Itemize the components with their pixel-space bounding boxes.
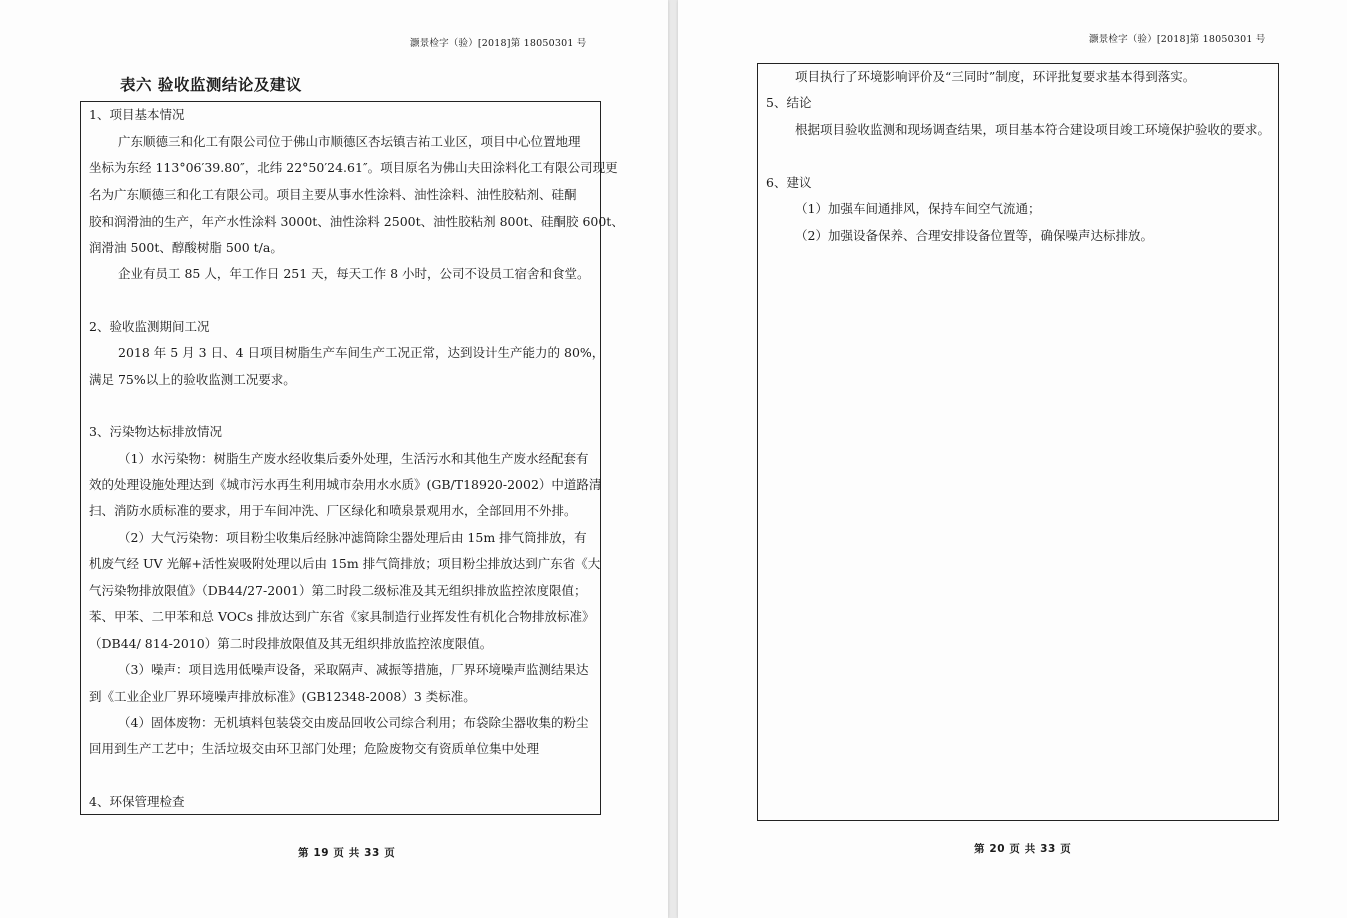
page-number: 第 20 页 共 33 页 xyxy=(974,843,1072,855)
page-20 xyxy=(678,0,1347,918)
document-reference-number: 灏景检字（验）[2018]第 18050301 号 xyxy=(1089,34,1266,45)
page-number: 第 19 页 共 33 页 xyxy=(298,847,396,859)
paragraph-line: （4）固体废物：无机填料包装袋交由废品回收公司综合利用；布袋除尘器收集的粉尘 xyxy=(118,715,589,730)
paragraph-line: 广东顺德三和化工有限公司位于佛山市顺德区杏坛镇吉祐工业区，项目中心位置地理 xyxy=(118,134,581,149)
paragraph-line: 胶和润滑油的生产，年产水性涂料 3000t、油性涂料 2500t、油性胶粘剂 800t、硅酮胶 600t、 xyxy=(89,214,624,229)
paragraph-line: 气污染物排放限值》（DB44/27-2001）第二时段二级标准及其无组织排放监控浓度限值； xyxy=(89,583,587,598)
table-title: 表六 验收监测结论及建议 xyxy=(120,76,302,94)
paragraph-line: 苯、甲苯、二甲苯和总 VOCs 排放达到广东省《家具制造行业挥发性有机化合物排放标准》 xyxy=(89,609,595,624)
paragraph-line: 坐标为东经 113°06′39.80″，北纬 22°50′24.61″。项目原名为佛山夫田涂料化工有限公司现更 xyxy=(89,160,618,175)
document-reference-number: 灏景检字（验）[2018]第 18050301 号 xyxy=(410,38,587,49)
paragraph-line: 回用到生产工艺中；生活垃圾交由环卫部门处理；危险废物交有资质单位集中处理 xyxy=(89,741,540,756)
conclusions-table xyxy=(80,101,624,815)
section-4-heading: 4、环保管理检查 xyxy=(89,794,185,809)
paragraph-line: 扫、消防水质标准的要求，用于车间冲洗、厂区绿化和喷泉景观用水，全部回用不外排。 xyxy=(89,503,577,518)
section-1-heading: 1、项目基本情况 xyxy=(89,107,185,122)
paragraph-line: 根据项目验收监测和现场调查结果，项目基本符合建设项目竣工环境保护验收的要求。 xyxy=(795,122,1271,137)
paragraph-line: （2）大气污染物：项目粉尘收集后经脉冲滤筒除尘器处理后由 15m 排气筒排放，有 xyxy=(118,530,587,545)
page-19 xyxy=(0,0,668,918)
paragraph-line: 满足 75%以上的验收监测工况要求。 xyxy=(89,372,296,387)
paragraph-line: 项目执行了环境影响评价及“三同时”制度，环评批复要求基本得到落实。 xyxy=(795,69,1196,84)
paragraph-line: 到《工业企业厂界环境噪声排放标准》(GB12348-2008）3 类标准。 xyxy=(89,689,476,704)
paragraph-line: （DB44/ 814-2010）第二时段排放限值及其无组织排放监控浓度限值。 xyxy=(89,636,493,651)
paragraph-line: （1）水污染物：树脂生产废水经收集后委外处理，生活污水和其他生产废水经配套有 xyxy=(118,451,589,466)
paragraph-line: 名为广东顺德三和化工有限公司。项目主要从事水性涂料、油性涂料、油性胶粘剂、硅酮 xyxy=(89,187,577,202)
paragraph-line: 润滑油 500t、醇酸树脂 500 t/a。 xyxy=(89,240,283,255)
paragraph-line: （3）噪声：项目选用低噪声设备，采取隔声、减振等措施，厂界环境噪声监测结果达 xyxy=(118,662,589,677)
paragraph-line: 企业有员工 85 人，年工作日 251 天，每天工作 8 小时，公司不设员工宿舍和食堂。 xyxy=(118,266,590,281)
list-item: （1）加强车间通排风，保持车间空气流通； xyxy=(795,201,1041,216)
conclusions-table-continued xyxy=(757,63,1279,821)
section-3-heading: 3、污染物达标排放情况 xyxy=(89,424,222,439)
section-5-heading: 5、结论 xyxy=(766,95,812,110)
section-2-heading: 2、验收监测期间工况 xyxy=(89,319,210,334)
list-item: （2）加强设备保养、合理安排设备位置等，确保噪声达标排放。 xyxy=(795,228,1153,243)
paragraph-line: 效的处理设施处理达到《城市污水再生利用城市杂用水水质》(GB/T18920-2002）中道路清 xyxy=(89,477,602,492)
paragraph-line: 机废气经 UV 光解+活性炭吸附处理以后由 15m 排气筒排放；项目粉尘排放达到广东省《大 xyxy=(89,556,601,571)
section-6-heading: 6、建议 xyxy=(766,175,812,190)
paragraph-line: 2018 年 5 月 3 日、4 日项目树脂生产车间生产工况正常，达到设计生产能力的 80%， xyxy=(118,345,605,360)
